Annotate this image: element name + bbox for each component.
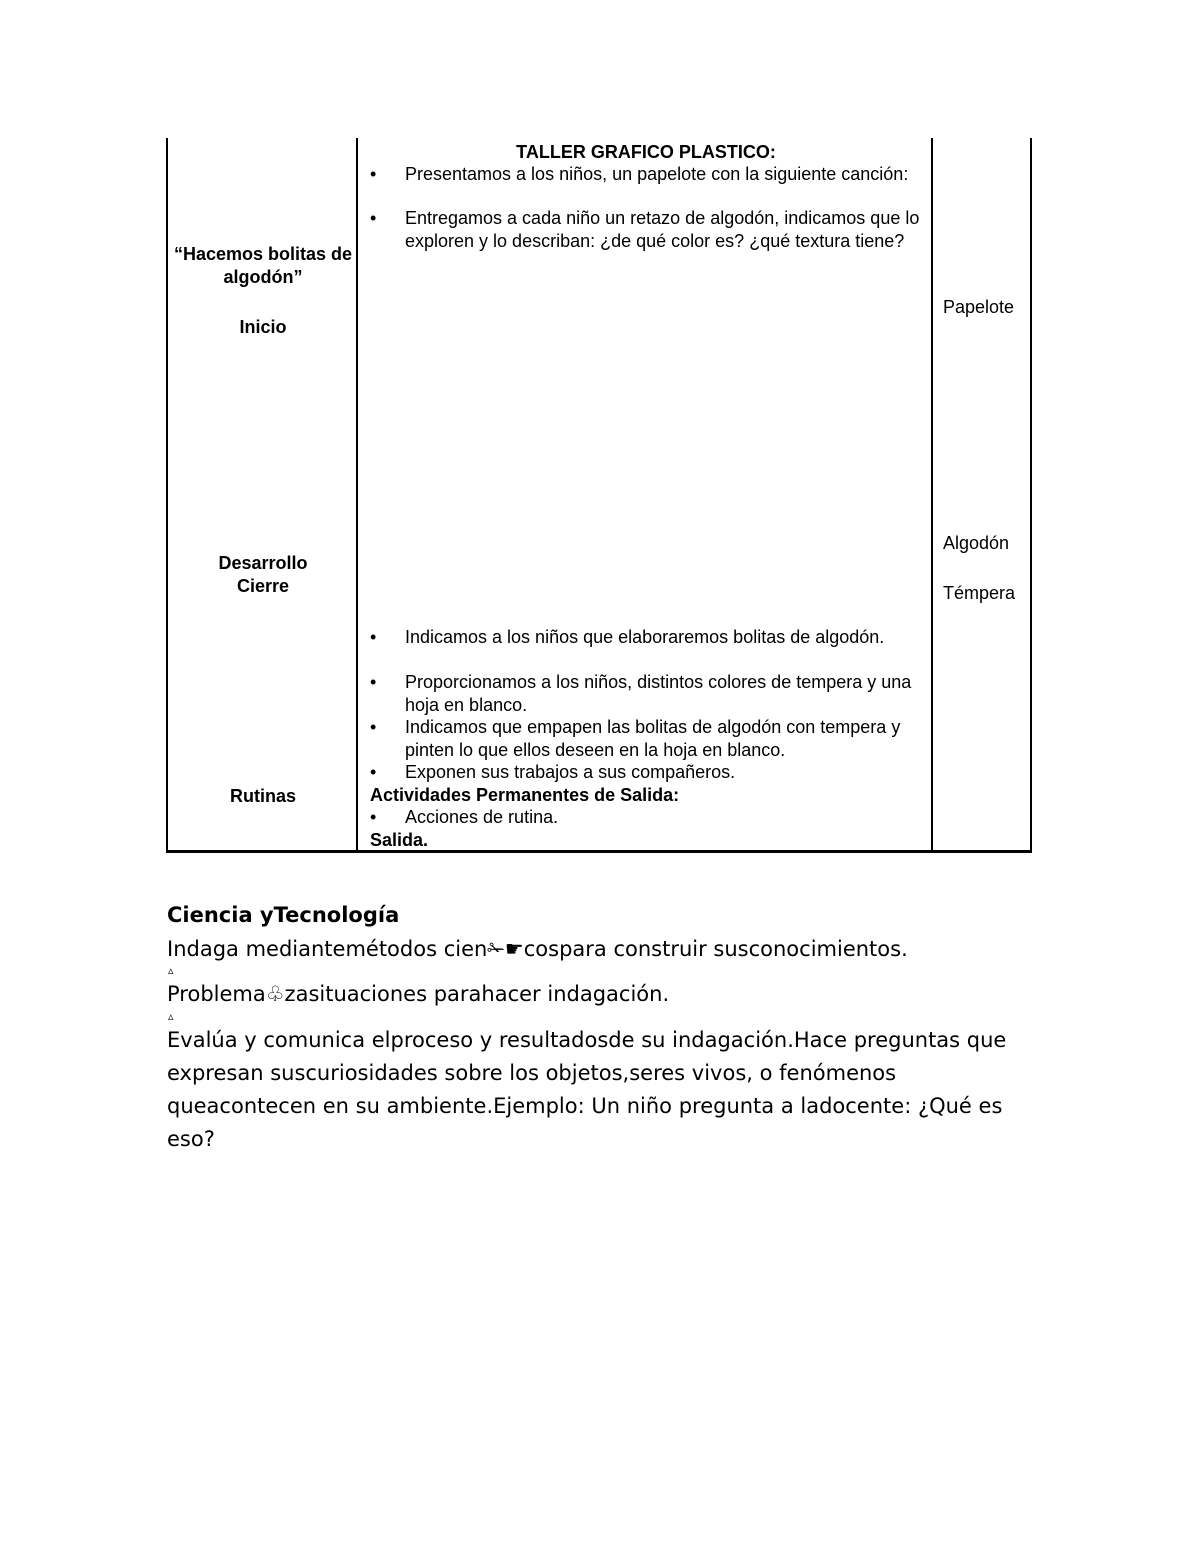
phase-rutinas: Rutinas: [229, 786, 296, 806]
list-item-text: Entregamos a cada niño un retazo de algodón, indicamos que lo exploren y lo describan: ¿de qué color es? ¿qué textura tiene?: [405, 208, 920, 251]
competence-line-2: Problema♧zasituaciones parahacer indagación.: [167, 982, 670, 1006]
section-heading: Ciencia yTecnología: [167, 903, 400, 927]
activity-title: “Hacemos bolitas de algodón”: [173, 244, 353, 287]
phase-inicio: Inicio: [239, 317, 287, 337]
phase-cierre: Cierre: [236, 576, 290, 596]
workshop-heading: TALLER GRAFICO PLASTICO:: [516, 142, 776, 162]
triangle-mark-icon: ▵: [168, 1011, 174, 1023]
list-item-text: Acciones de rutina.: [405, 807, 559, 827]
permanent-activities-heading: Actividades Permanentes de Salida:: [370, 785, 680, 805]
table-divider-2: [931, 138, 933, 853]
bullet-icon: •: [370, 672, 377, 692]
table-right-border: [1030, 138, 1032, 853]
table-bottom-border: [166, 850, 1032, 853]
list-item-text: Proporcionamos a los niños, distintos colores de tempera y una hoja en blanco.: [405, 672, 912, 715]
list-item-text: Indicamos a los niños que elaboraremos bolitas de algodón.: [405, 627, 885, 647]
bullet-icon: •: [370, 807, 377, 827]
resource-tempera: Témpera: [943, 583, 1016, 603]
salida-label: Salida.: [370, 830, 429, 850]
list-item-text: Exponen sus trabajos a sus compañeros.: [405, 762, 736, 782]
phase-desarrollo: Desarrollo: [218, 553, 308, 573]
competence-paragraph: Evalúa y comunica elproceso y resultadosde su indagación.Hace preguntas que expresan suscuriosidades sobre los objetos,seres vivos, o fenómenos queacontecen en su ambiente.Ejemplo: Un niño pregunta a ladocente: ¿Qué es eso?: [167, 1028, 1007, 1151]
bullet-icon: •: [370, 627, 377, 647]
bullet-icon: •: [370, 164, 377, 184]
bullet-icon: •: [370, 717, 377, 737]
competence-line-1: Indaga mediantemétodos cien✁☛cospara construir susconocimientos.: [167, 937, 908, 961]
list-item-text: Indicamos que empapen las bolitas de algodón con tempera y pinten lo que ellos deseen en la hoja en blanco.: [405, 717, 901, 760]
triangle-mark-icon: ▵: [168, 965, 174, 977]
bullet-icon: •: [370, 762, 377, 782]
resource-algodon: Algodón: [943, 533, 1010, 553]
resource-papelote: Papelote: [943, 297, 1015, 317]
bullet-icon: •: [370, 208, 377, 228]
list-item-text: Presentamos a los niños, un papelote con la siguiente canción:: [405, 164, 909, 184]
